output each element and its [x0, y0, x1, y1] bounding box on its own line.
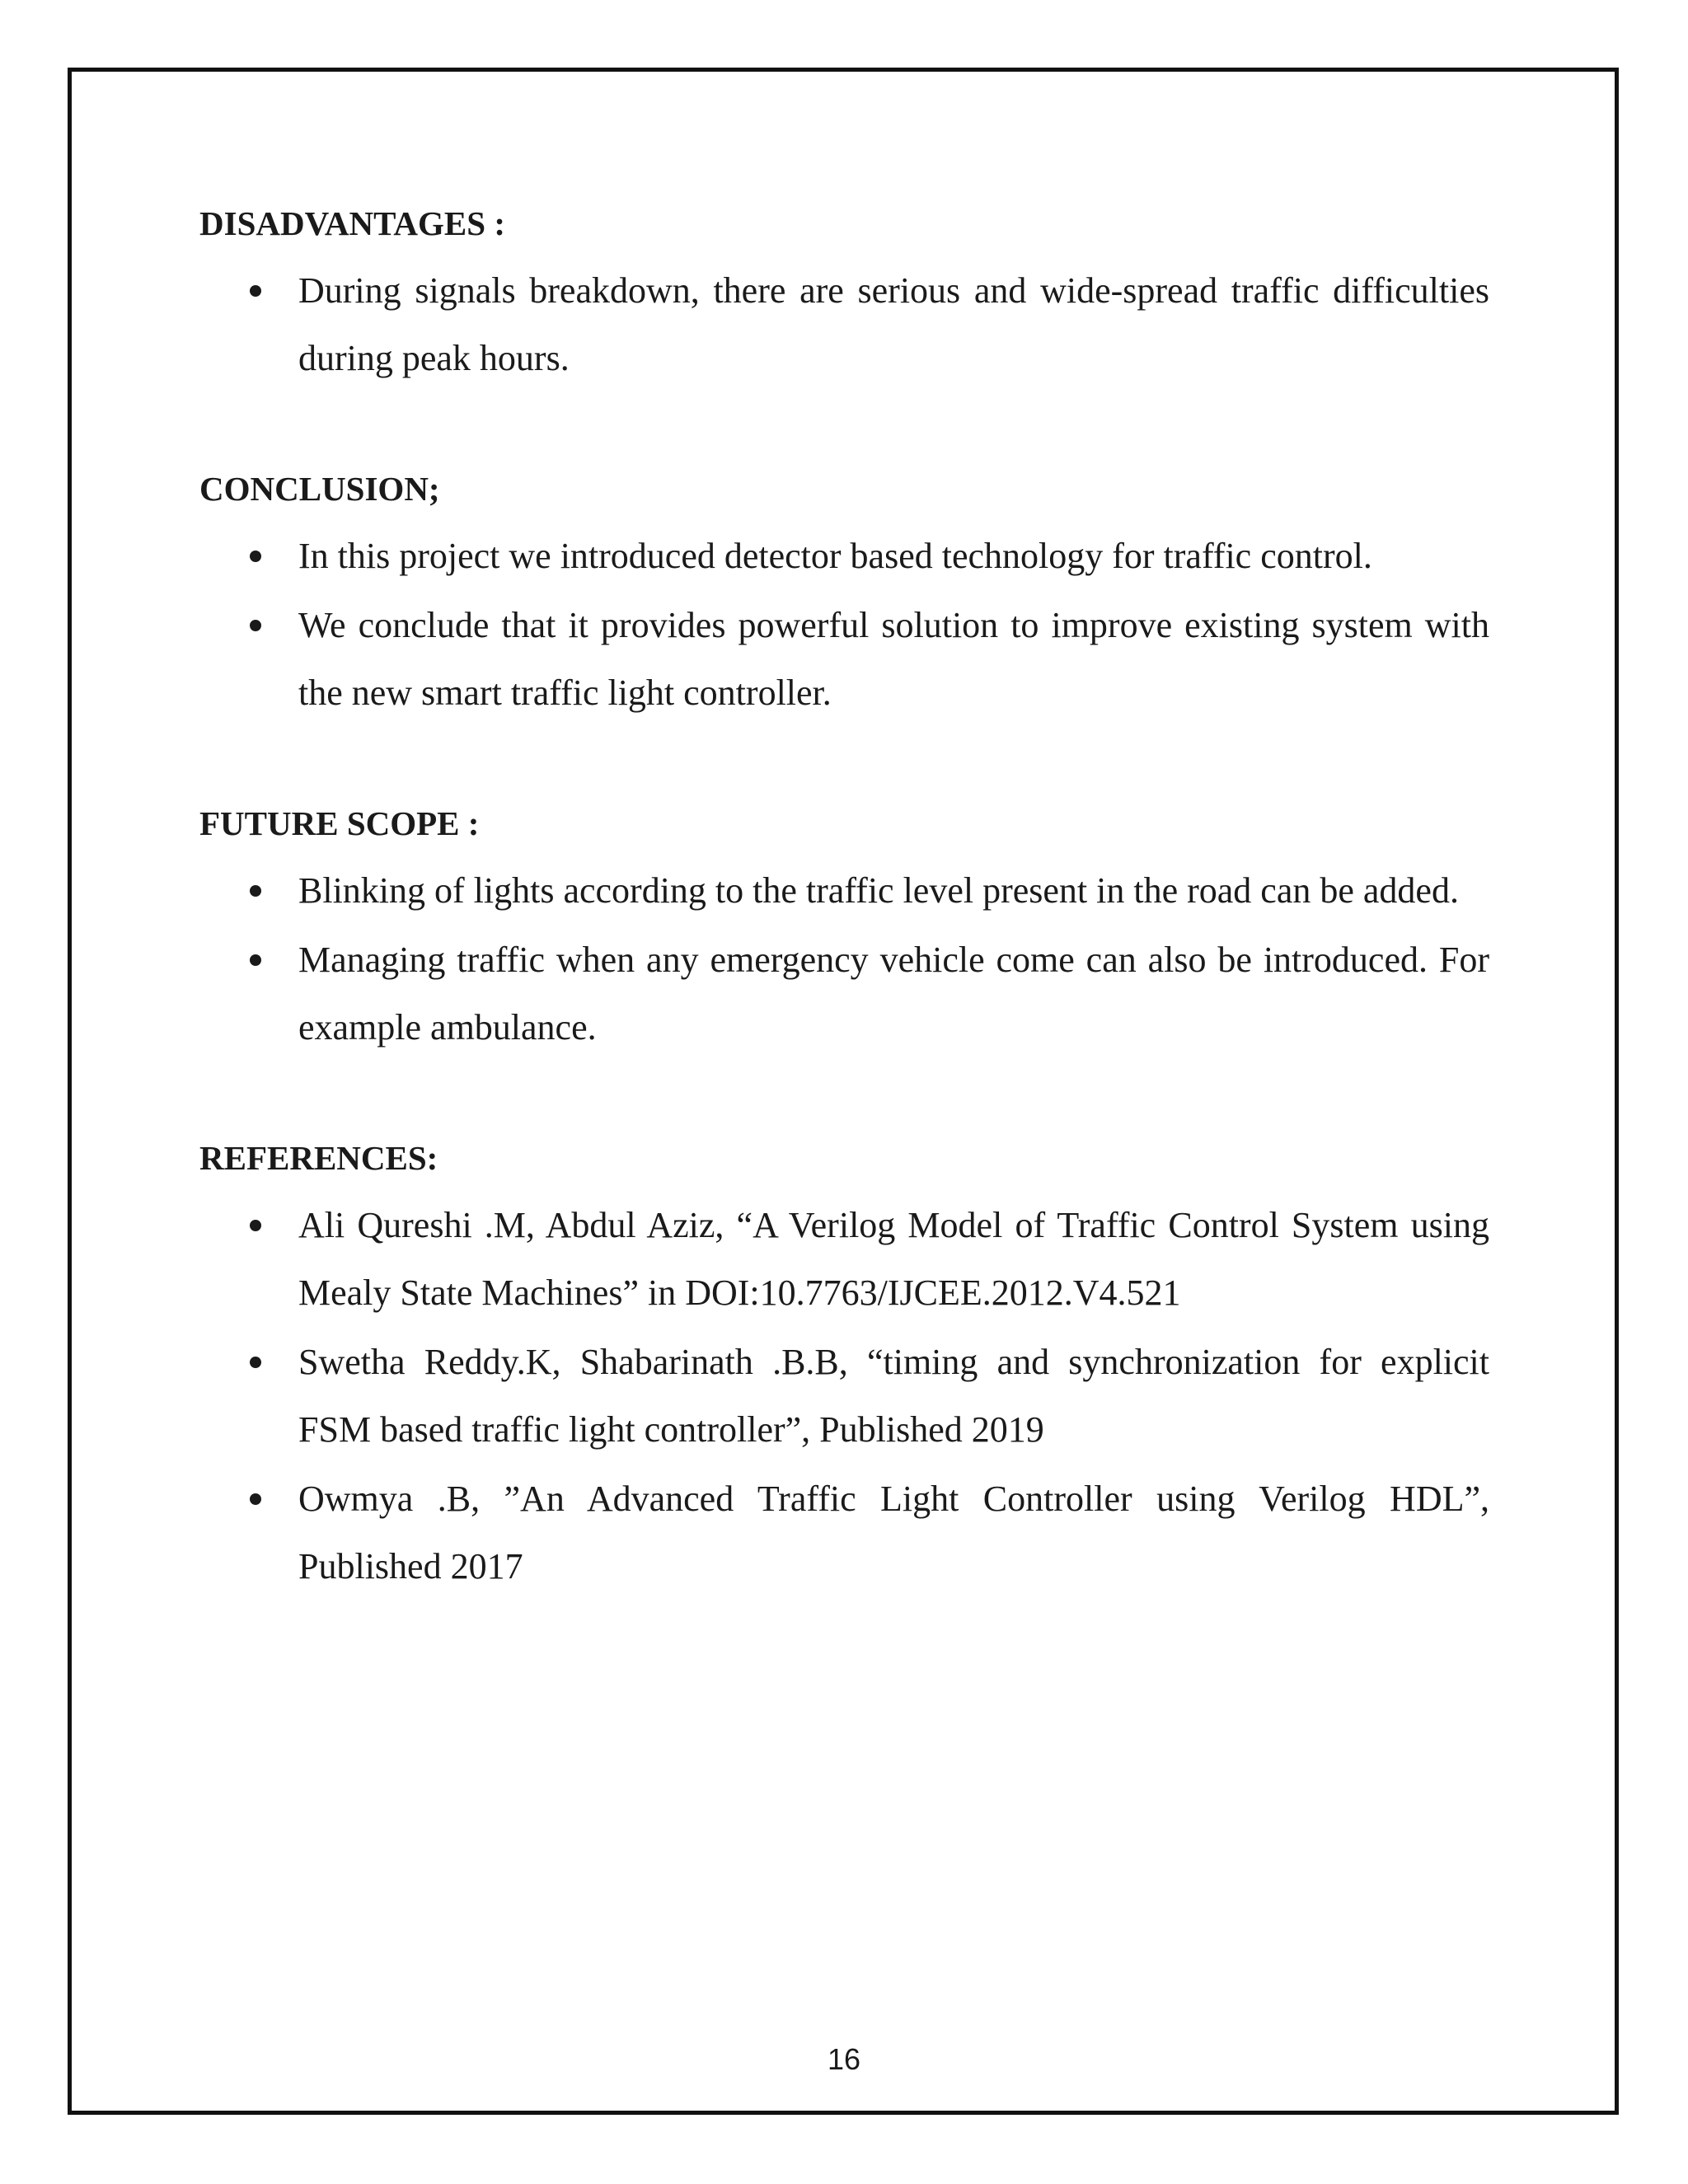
list-item: [199, 857, 1489, 925]
section-references: [199, 1124, 1489, 1601]
list-item-text: We conclude that it provides powerful solution to improve existing system with the new smart traffic light controller.: [298, 605, 1489, 713]
list-item-text: Blinking of lights according to the traffic level present in the road can be added.: [298, 870, 1459, 911]
list-item-text: During signals breakdown, there are serious and wide-spread traffic difficulties during peak hours.: [298, 270, 1489, 378]
bullet-icon: [250, 954, 261, 966]
section-heading: CONCLUSION;: [199, 470, 440, 508]
bullet-list: [199, 257, 1489, 392]
list-item-text: Ali Qureshi .M, Abdul Aziz, “A Verilog Model of Traffic Control System using Mealy State Machines” in DOI:10.7763/IJCEE.2012.V4.521: [298, 1205, 1489, 1313]
bullet-icon: [250, 551, 261, 562]
list-item: [199, 1329, 1489, 1464]
section-conclusion: [199, 455, 1489, 727]
list-item: [199, 523, 1489, 590]
bullet-list: [199, 857, 1489, 1062]
list-item: [199, 926, 1489, 1062]
bullet-list: [199, 523, 1489, 727]
list-item-text: In this project we introduced detector based technology for traffic control.: [298, 536, 1372, 576]
section-heading: REFERENCES:: [199, 1139, 438, 1177]
section-future-scope: [199, 790, 1489, 1062]
bullet-icon: [250, 285, 261, 297]
bullet-list: [199, 1192, 1489, 1601]
list-item: [199, 257, 1489, 392]
list-item-text: Owmya .B, ”An Advanced Traffic Light Controller using Verilog HDL”, Published 2017: [298, 1479, 1489, 1586]
bullet-icon: [250, 1220, 261, 1231]
list-item: [199, 1465, 1489, 1601]
list-item-text: Swetha Reddy.K, Shabarinath .B.B, “timing and synchronization for explicit FSM based traffic light controller”, Published 2019: [298, 1342, 1489, 1450]
bullet-icon: [250, 1357, 261, 1368]
list-item: [199, 1192, 1489, 1327]
list-item-text: Managing traffic when any emergency vehicle come can also be introduced. For example ambulance.: [298, 940, 1489, 1047]
section-disadvantages: [199, 190, 1489, 392]
section-heading: FUTURE SCOPE :: [199, 804, 480, 842]
bullet-icon: [250, 620, 261, 631]
document-body: [199, 190, 1489, 1663]
page-number: 16: [827, 2042, 861, 2076]
bullet-icon: [250, 885, 261, 897]
list-item: [199, 592, 1489, 727]
section-heading: DISADVANTAGES :: [199, 204, 505, 242]
bullet-icon: [250, 1493, 261, 1505]
